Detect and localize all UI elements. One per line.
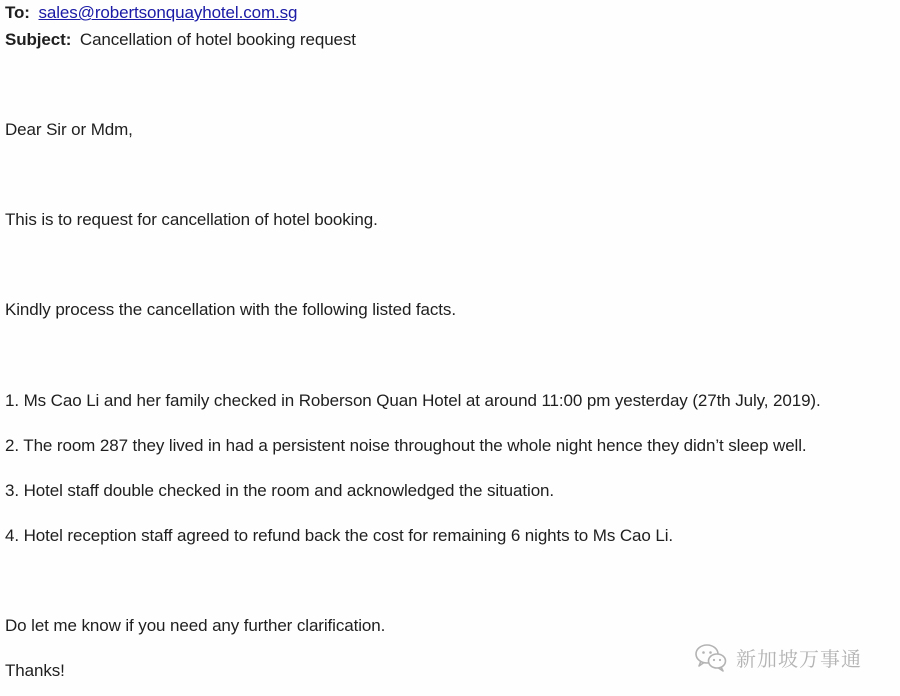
fact-item-4: 4. Hotel reception staff agreed to refund back the cost for remaining 6 nights to Ms Cao Li. xyxy=(5,526,674,545)
intro-paragraph: This is to request for cancellation of hotel booking. xyxy=(5,210,378,229)
greeting: Dear Sir or Mdm, xyxy=(5,120,133,139)
watermark xyxy=(694,640,884,674)
process-paragraph: Kindly process the cancellation with the following listed facts. xyxy=(5,300,456,319)
subject-text: Cancellation of hotel booking request xyxy=(79,30,356,49)
closing-paragraph: Do let me know if you need any further clarification. xyxy=(5,616,386,635)
subject-label: Subject: xyxy=(5,30,72,49)
fact-item-2: 2. The room 287 they lived in had a persistent noise throughout the whole night hence they didn’t sleep well. xyxy=(5,436,807,455)
watermark-text: 新加坡万事通 xyxy=(736,646,862,671)
to-label: To: xyxy=(5,3,30,22)
subject-line xyxy=(5,29,356,51)
fact-item-3: 3. Hotel staff double checked in the room and acknowledged the situation. xyxy=(5,481,555,500)
signoff: Thanks! xyxy=(5,661,65,680)
recipient-email-link[interactable]: sales@robertsonquayhotel.com.sg xyxy=(38,3,298,22)
wechat-icon xyxy=(694,640,728,674)
to-line xyxy=(5,2,297,24)
fact-item-1: 1. Ms Cao Li and her family checked in Roberson Quan Hotel at around 11:00 pm yesterday (27th July, 2019). xyxy=(5,391,821,410)
